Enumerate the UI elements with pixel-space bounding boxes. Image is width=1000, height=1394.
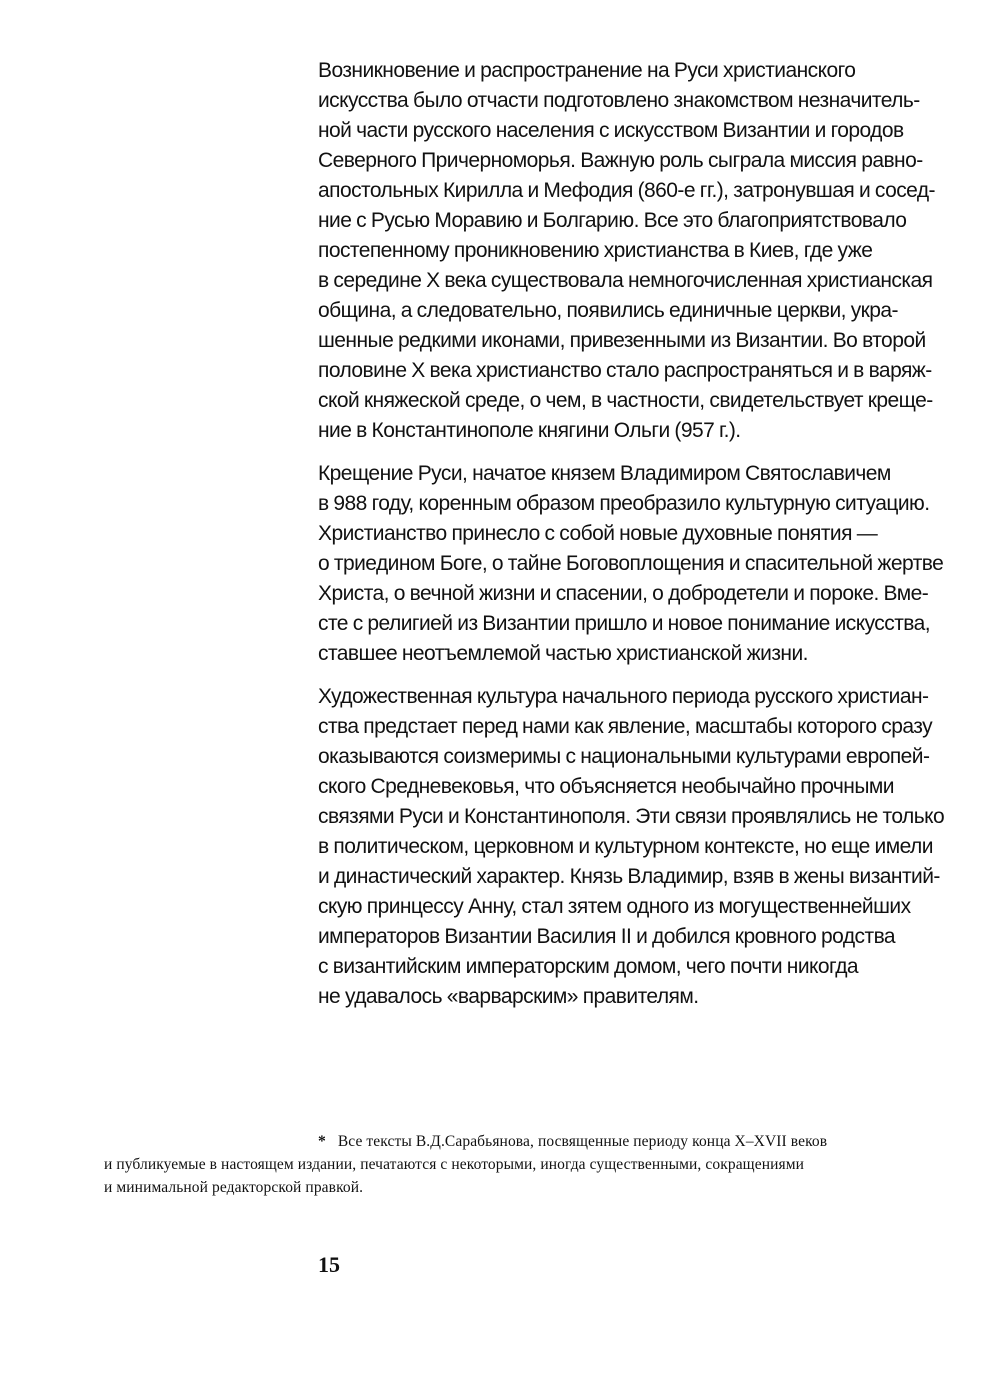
text-line: в 988 году, коренным образом преобразило культурную ситуацию. — [318, 492, 930, 515]
footnote-line: и публикуемые в настоящем издании, печатаются с некоторыми, иногда существенными, сокращениями — [104, 1156, 805, 1173]
text-line: и династический характер. Князь Владимир, взяв в жены византий- — [318, 865, 940, 888]
text-line: с византийским императорским домом, чего почти никогда — [318, 955, 859, 978]
text-line: Крещение Руси, начатое князем Владимиром Святославичем — [318, 462, 891, 485]
footnote-line: и минимальной редакторской правкой. — [104, 1179, 364, 1196]
text-line: апостольных Кирилла и Мефодия (860-е гг.), затронувшая и сосед- — [318, 179, 935, 202]
footnote-marker: * — [318, 1133, 326, 1150]
text-line: половине X века христианство стало распространяться и в варяж- — [318, 359, 932, 382]
text-line: община, а следовательно, появились единичные церкви, укра- — [318, 299, 898, 322]
text-line: ставшее неотъемлемой частью христианской жизни. — [318, 642, 808, 665]
main-text-column — [318, 56, 954, 1025]
text-line: ние в Константинополе княгини Ольги (957 г.). — [318, 419, 741, 442]
text-line: Христианство принесло с собой новые духовные понятия — — [318, 522, 878, 545]
text-line: связями Руси и Константинополя. Эти связи проявлялись не только — [318, 805, 945, 828]
text-line: императоров Византии Василия II и добился кровного родства — [318, 925, 896, 948]
text-line: Возникновение и распространение на Руси христианского — [318, 59, 856, 82]
text-line: искусства было отчасти подготовлено знакомством незначитель- — [318, 89, 920, 112]
text-line: ской княжеской среде, о чем, в частности, свидетельствует креще- — [318, 389, 933, 412]
text-line: ние с Русью Моравию и Болгарию. Все это благоприятствовало — [318, 209, 907, 232]
footnote — [104, 1130, 954, 1199]
text-line: постепенному проникновению христианства в Киев, где уже — [318, 239, 873, 262]
text-line: не удавалось «варварским» правителям. — [318, 985, 699, 1008]
text-line: о триедином Боге, о тайне Боговоплощения и спасительной жертве — [318, 552, 944, 575]
text-line: сте с религией из Византии пришло и новое понимание искусства, — [318, 612, 931, 635]
text-line: в политическом, церковном и культурном контексте, но еще имели — [318, 835, 933, 858]
text-line: оказываются соизмеримы с национальными культурами европей- — [318, 745, 930, 768]
text-line: Северного Причерноморья. Важную роль сыграла миссия равно- — [318, 149, 923, 172]
text-line: Художественная культура начального периода русского христиан- — [318, 685, 929, 708]
text-line: Христа, о вечной жизни и спасении, о добродетели и пороке. Вме- — [318, 582, 929, 605]
text-line: ства предстает перед нами как явление, масштабы которого сразу — [318, 715, 933, 738]
text-line: шенные редкими иконами, привезенными из Византии. Во второй — [318, 329, 926, 352]
text-line: скую принцессу Анну, стал зятем одного из могущественнейших — [318, 895, 911, 918]
footnote-text: Все тексты В.Д.Сарабьянова, посвященные периоду конца X–XVII веков — [337, 1133, 828, 1150]
text-line: ной части русского населения с искусством Византии и городов — [318, 119, 904, 142]
text-line: в середине X века существовала немногочисленная христианская — [318, 269, 933, 292]
paragraph-1 — [318, 56, 954, 446]
paragraph-3 — [318, 682, 954, 1012]
paragraph-2 — [318, 459, 954, 669]
text-line: ского Средневековья, что объясняется необычайно прочными — [318, 775, 894, 798]
footnote-line — [104, 1130, 954, 1153]
page-number: 15 — [318, 1252, 340, 1277]
